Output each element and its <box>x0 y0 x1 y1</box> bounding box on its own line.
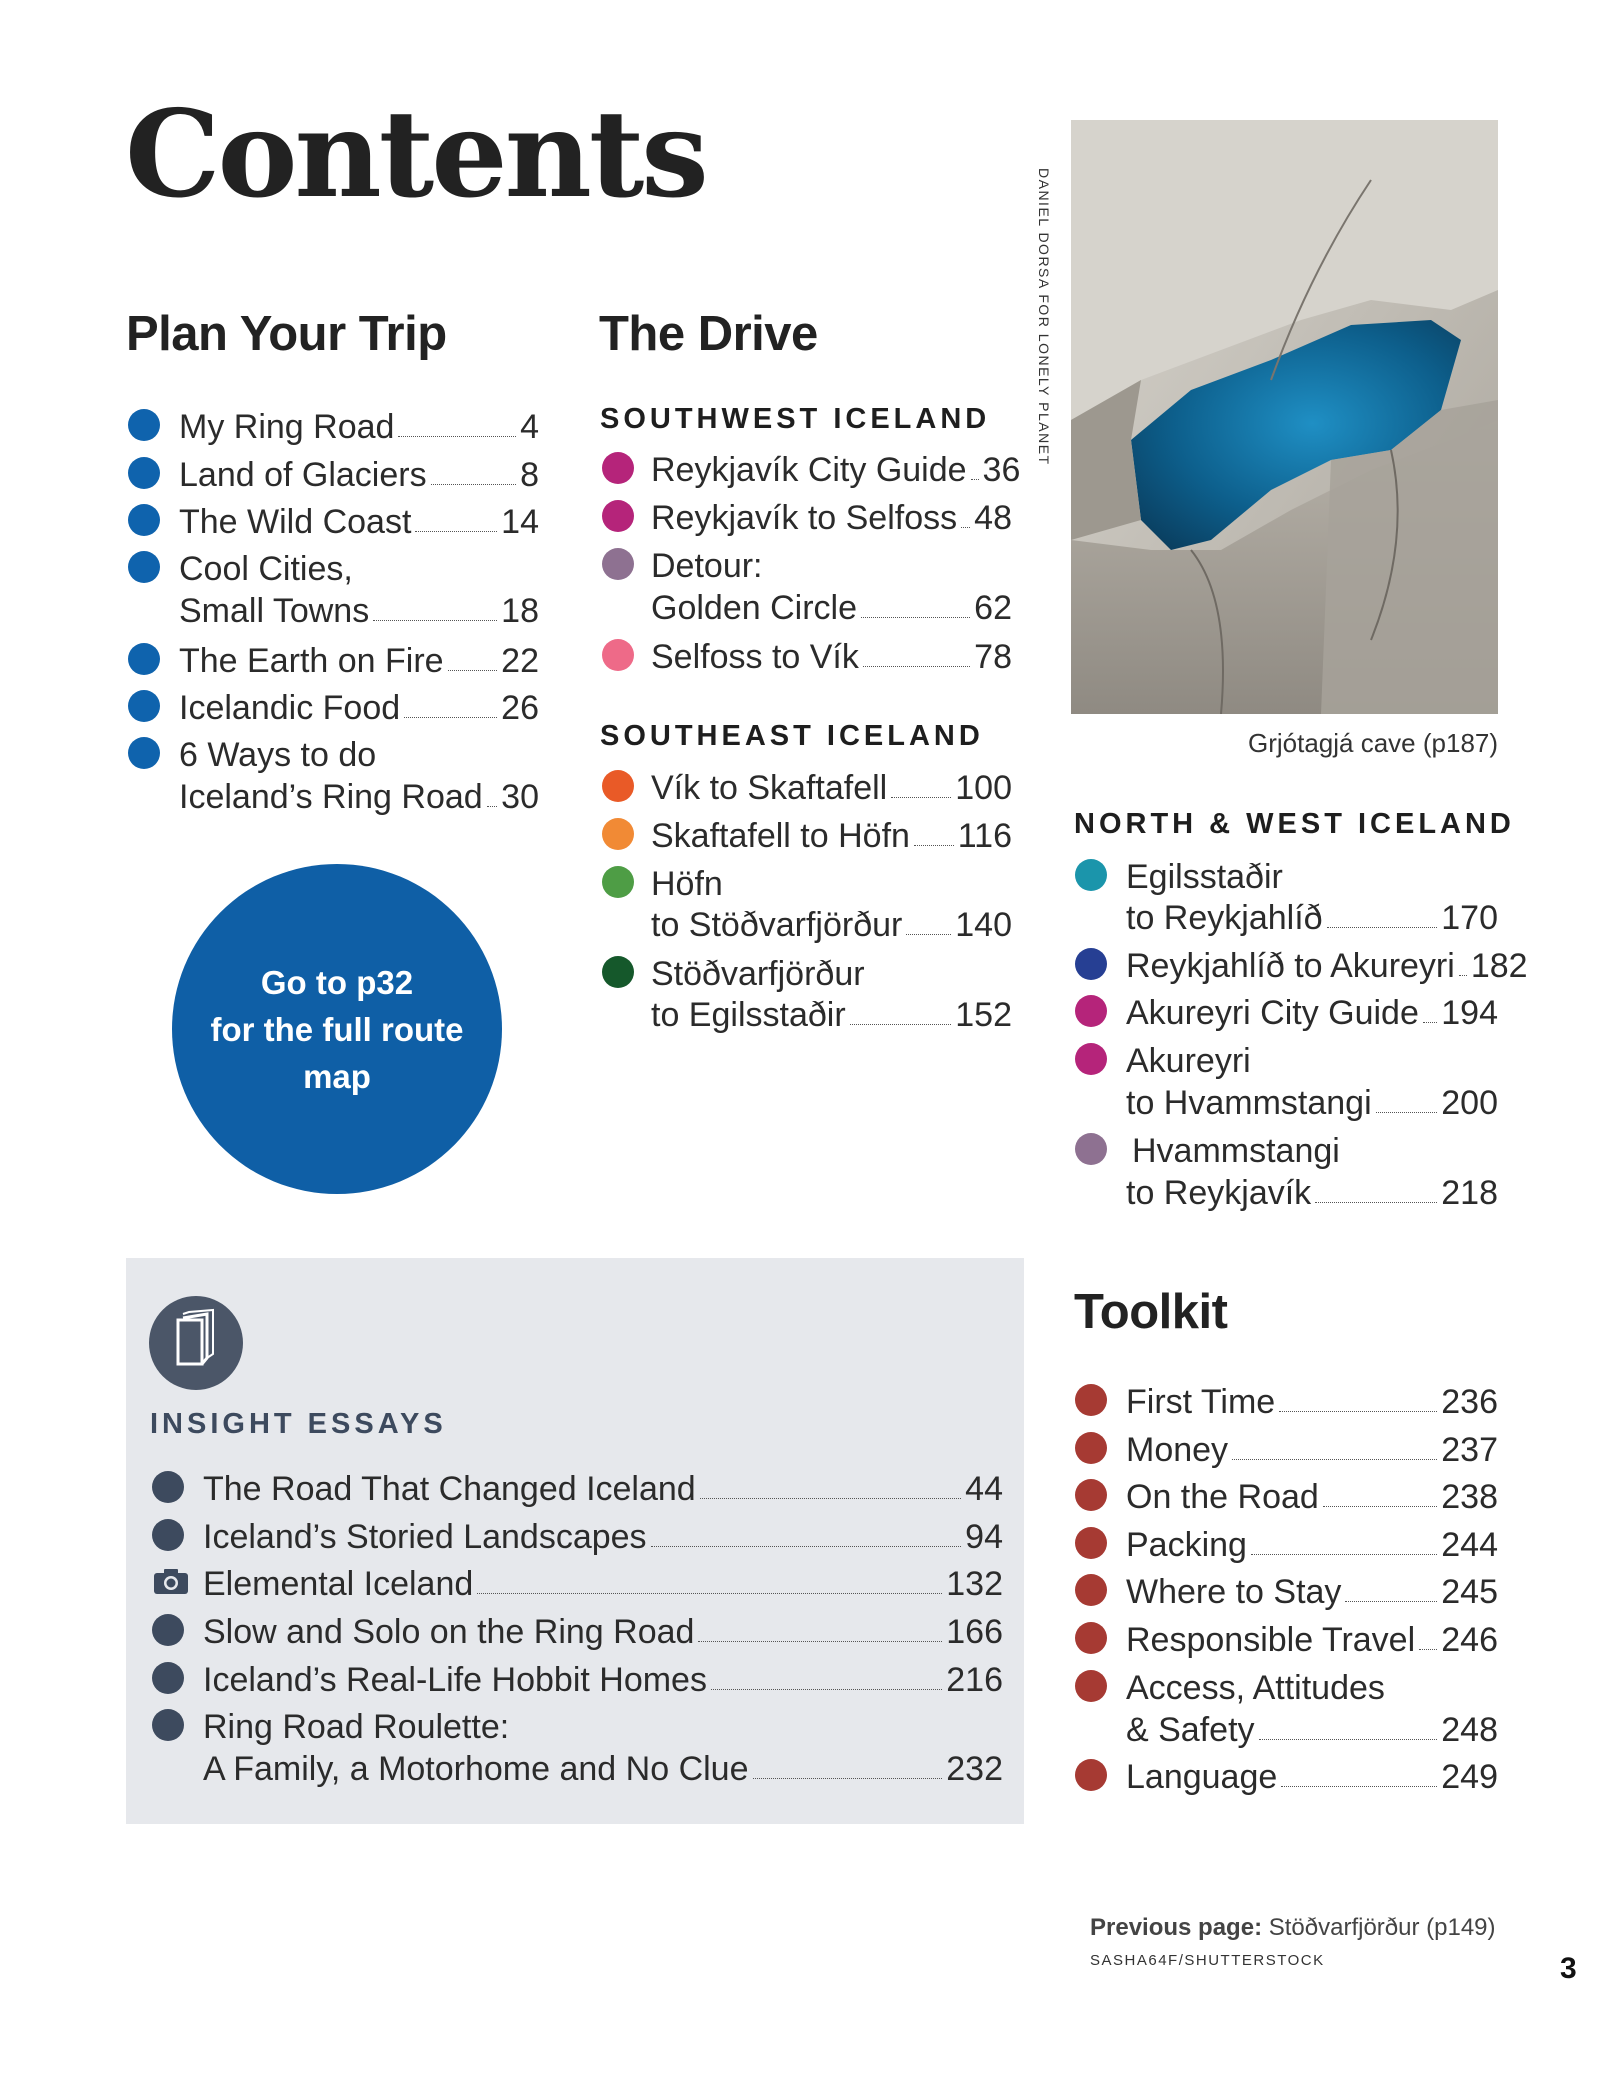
toc-label: Reykjavík City Guide <box>651 451 967 489</box>
callout-line1: Go to p32 <box>260 963 414 1001</box>
toc-label: Skaftafell to Höfn <box>651 817 910 855</box>
toc-label: Language <box>1126 1758 1278 1796</box>
toc-label: Land of Glaciers <box>179 456 427 494</box>
toc-page: 36 <box>982 451 1021 489</box>
toc-entry[interactable] <box>179 776 539 818</box>
toc-entry[interactable] <box>1126 945 1528 987</box>
southwest-heading: SOUTHWEST ICELAND <box>600 403 991 435</box>
bullet-icon <box>128 409 160 441</box>
toc-entry[interactable] <box>651 587 1012 629</box>
bullet-icon <box>1075 948 1107 980</box>
toc-entry[interactable] <box>1126 1381 1498 1423</box>
toc-page: 232 <box>946 1750 1003 1788</box>
toc-label: Packing <box>1126 1526 1247 1564</box>
toc-entry[interactable] <box>1126 1524 1498 1566</box>
toc-page: 62 <box>974 589 1012 627</box>
toc-label-line1: Cool Cities, <box>179 550 353 588</box>
toc-page: 48 <box>974 499 1012 537</box>
bullet-icon <box>1075 859 1107 891</box>
book-icon <box>149 1296 243 1390</box>
toc-label: Vík to Skaftafell <box>651 769 888 807</box>
toc-label-line1: Hvammstangi <box>1132 1132 1340 1170</box>
toc-entry[interactable] <box>179 406 539 448</box>
cave-photo <box>1071 120 1498 714</box>
toc-entry[interactable] <box>179 454 539 496</box>
toc-page: 18 <box>501 592 539 630</box>
toc-label: & Safety <box>1126 1711 1255 1749</box>
toc-page: 249 <box>1441 1758 1498 1796</box>
toc-page: 14 <box>501 503 539 541</box>
toc-label: The Earth on Fire <box>179 642 444 680</box>
toc-label: Responsible Travel <box>1126 1621 1416 1659</box>
toc-page: 152 <box>955 996 1012 1034</box>
toc-page: 170 <box>1441 899 1498 937</box>
bullet-icon <box>602 866 634 898</box>
toc-page: 245 <box>1441 1573 1498 1611</box>
toc-label: A Family, a Motorhome and No Clue <box>203 1750 749 1788</box>
toc-page: 248 <box>1441 1711 1498 1749</box>
toc-page: 216 <box>946 1661 1003 1699</box>
toc-label: The Wild Coast <box>179 503 412 541</box>
toc-page: 116 <box>957 817 1012 855</box>
toc-page: 100 <box>955 769 1012 807</box>
previous-page-note <box>1090 1914 1496 1942</box>
page-number: 3 <box>1560 1952 1577 1985</box>
the-drive-heading: The Drive <box>599 307 818 361</box>
callout-line3: map <box>303 1057 371 1095</box>
bullet-icon <box>152 1709 184 1741</box>
toc-page: 140 <box>955 906 1012 944</box>
toc-page: 8 <box>520 456 539 494</box>
toc-label: Money <box>1126 1431 1229 1469</box>
bullet-icon <box>128 457 160 489</box>
toc-page: 194 <box>1441 994 1498 1032</box>
toc-page: 244 <box>1441 1526 1498 1564</box>
bullet-icon <box>128 504 160 536</box>
bullet-icon <box>602 818 634 850</box>
camera-icon <box>153 1567 189 1595</box>
toc-page: 166 <box>946 1613 1003 1651</box>
toc-label: Elemental Iceland <box>203 1565 474 1603</box>
toc-page: 182 <box>1470 947 1528 985</box>
plan-your-trip-heading: Plan Your Trip <box>126 307 447 361</box>
toc-entry[interactable] <box>1126 1429 1498 1471</box>
toc-page: 200 <box>1441 1084 1498 1122</box>
toc-label: Slow and Solo on the Ring Road <box>203 1613 695 1651</box>
toc-entry[interactable] <box>651 636 1012 678</box>
toc-entry[interactable] <box>651 815 1012 857</box>
southeast-heading: SOUTHEAST ICELAND <box>600 720 984 752</box>
toc-label: On the Road <box>1126 1478 1319 1516</box>
bullet-icon <box>128 551 160 583</box>
route-map-callout[interactable] <box>172 864 502 1194</box>
bullet-icon <box>602 500 634 532</box>
toc-label: to Hvammstangi <box>1126 1084 1372 1122</box>
bullet-icon <box>602 639 634 671</box>
toc-entry[interactable] <box>203 1659 1003 1701</box>
toc-label: The Road That Changed Iceland <box>203 1470 696 1508</box>
toc-entry[interactable] <box>1126 1082 1498 1124</box>
toc-label: Golden Circle <box>651 589 857 627</box>
toc-entry[interactable] <box>1126 897 1498 939</box>
toc-label: Reykjahlíð to Akureyri <box>1126 947 1455 985</box>
toc-page: 132 <box>946 1565 1003 1603</box>
callout-line2: for the full route <box>210 1010 464 1048</box>
toc-entry[interactable] <box>651 994 1012 1036</box>
toc-entry[interactable] <box>1126 1756 1498 1798</box>
toc-label-line1: Access, Attitudes <box>1126 1669 1385 1707</box>
toc-entry[interactable] <box>203 1516 1003 1558</box>
toc-label: Selfoss to Vík <box>651 638 859 676</box>
toc-label: Iceland’s Storied Landscapes <box>203 1518 647 1556</box>
toc-label: to Reykjavík <box>1126 1174 1312 1212</box>
north-west-heading: NORTH & WEST ICELAND <box>1074 808 1515 840</box>
toolkit-heading: Toolkit <box>1074 1285 1228 1339</box>
insight-essays-heading: INSIGHT ESSAYS <box>150 1408 447 1440</box>
toc-page: 237 <box>1441 1431 1498 1469</box>
toc-entry[interactable] <box>179 687 539 729</box>
bullet-icon <box>602 956 634 988</box>
toc-label-line1: Akureyri <box>1126 1042 1251 1080</box>
toc-label: My Ring Road <box>179 408 395 446</box>
previous-page-label: Previous page: <box>1090 1914 1263 1941</box>
previous-page-credit: SASHA64F/SHUTTERSTOCK <box>1090 1952 1325 1969</box>
toc-entry[interactable] <box>651 904 1012 946</box>
toc-page: 78 <box>974 638 1012 676</box>
toc-entry[interactable] <box>651 767 1012 809</box>
toc-page: 4 <box>520 408 539 446</box>
toc-entry[interactable] <box>1126 1709 1498 1751</box>
bullet-icon <box>1075 1670 1107 1702</box>
toc-label: Reykjavík to Selfoss <box>651 499 958 537</box>
toc-page: 26 <box>501 689 539 727</box>
toc-entry[interactable] <box>203 1748 1003 1790</box>
bullet-icon <box>1075 1432 1107 1464</box>
bullet-icon <box>1075 1043 1107 1075</box>
bullet-icon <box>602 452 634 484</box>
previous-page-text: Stöðvarfjörður (p149) <box>1268 1914 1496 1941</box>
toc-page: 246 <box>1441 1621 1498 1659</box>
toc-page: 30 <box>501 778 539 816</box>
toc-entry[interactable] <box>179 501 539 543</box>
bullet-icon <box>1075 1622 1107 1654</box>
toc-page: 218 <box>1441 1174 1498 1212</box>
toc-label: First Time <box>1126 1383 1276 1421</box>
toc-page: 22 <box>501 642 539 680</box>
bullet-icon <box>1075 1479 1107 1511</box>
toc-label: Iceland’s Real-Life Hobbit Homes <box>203 1661 707 1699</box>
bullet-icon <box>1075 1759 1107 1791</box>
toc-entry[interactable] <box>179 640 539 682</box>
toc-entry[interactable] <box>203 1611 1003 1653</box>
toc-entry[interactable] <box>1126 1571 1498 1613</box>
bullet-icon <box>1075 1384 1107 1416</box>
bullet-icon <box>1075 1574 1107 1606</box>
bullet-icon <box>152 1662 184 1694</box>
bullet-icon <box>1075 1133 1107 1165</box>
toc-label: Small Towns <box>179 592 370 630</box>
toc-entry[interactable] <box>1126 1619 1498 1661</box>
toc-label-line1: Stöðvarfjörður <box>651 955 865 993</box>
toc-label: to Reykjahlíð <box>1126 899 1323 937</box>
toc-label-line1: Detour: <box>651 547 763 585</box>
photo-credit: DANIEL DORSA FOR LONELY PLANET <box>1036 168 1052 466</box>
toc-page: 44 <box>965 1470 1003 1508</box>
bullet-icon <box>128 737 160 769</box>
toc-entry[interactable] <box>179 590 539 632</box>
toc-label-line1: Höfn <box>651 865 723 903</box>
toc-entry[interactable] <box>1126 1172 1498 1214</box>
bullet-icon <box>1075 1527 1107 1559</box>
toc-page: 236 <box>1441 1383 1498 1421</box>
toc-entry[interactable] <box>651 449 1021 491</box>
toc-label: Iceland’s Ring Road <box>179 778 483 816</box>
bullet-icon <box>602 770 634 802</box>
photo-caption: Grjótagjá cave (p187) <box>1248 728 1499 758</box>
toc-label-line1: Ring Road Roulette: <box>203 1708 510 1746</box>
toc-label-line1: 6 Ways to do <box>179 736 377 774</box>
toc-label-line1: Egilsstaðir <box>1126 858 1283 896</box>
toc-entry[interactable] <box>1126 992 1498 1034</box>
toc-entry[interactable] <box>203 1468 1003 1510</box>
bullet-icon <box>128 643 160 675</box>
toc-label: to Stöðvarfjörður <box>651 906 903 944</box>
bullet-icon <box>1075 995 1107 1027</box>
bullet-icon <box>152 1519 184 1551</box>
bullet-icon <box>128 690 160 722</box>
toc-label: Where to Stay <box>1126 1573 1342 1611</box>
toc-entry[interactable] <box>1126 1476 1498 1518</box>
toc-page: 238 <box>1441 1478 1498 1516</box>
toc-label: Icelandic Food <box>179 689 401 727</box>
bullet-icon <box>152 1614 184 1646</box>
toc-label: Akureyri City Guide <box>1126 994 1419 1032</box>
toc-label: to Egilsstaðir <box>651 996 846 1034</box>
bullet-icon <box>602 548 634 580</box>
toc-entry[interactable] <box>651 497 1012 539</box>
toc-page: 94 <box>965 1518 1003 1556</box>
page-title: Contents <box>125 84 706 225</box>
toc-entry[interactable] <box>203 1563 1003 1605</box>
bullet-icon <box>152 1471 184 1503</box>
